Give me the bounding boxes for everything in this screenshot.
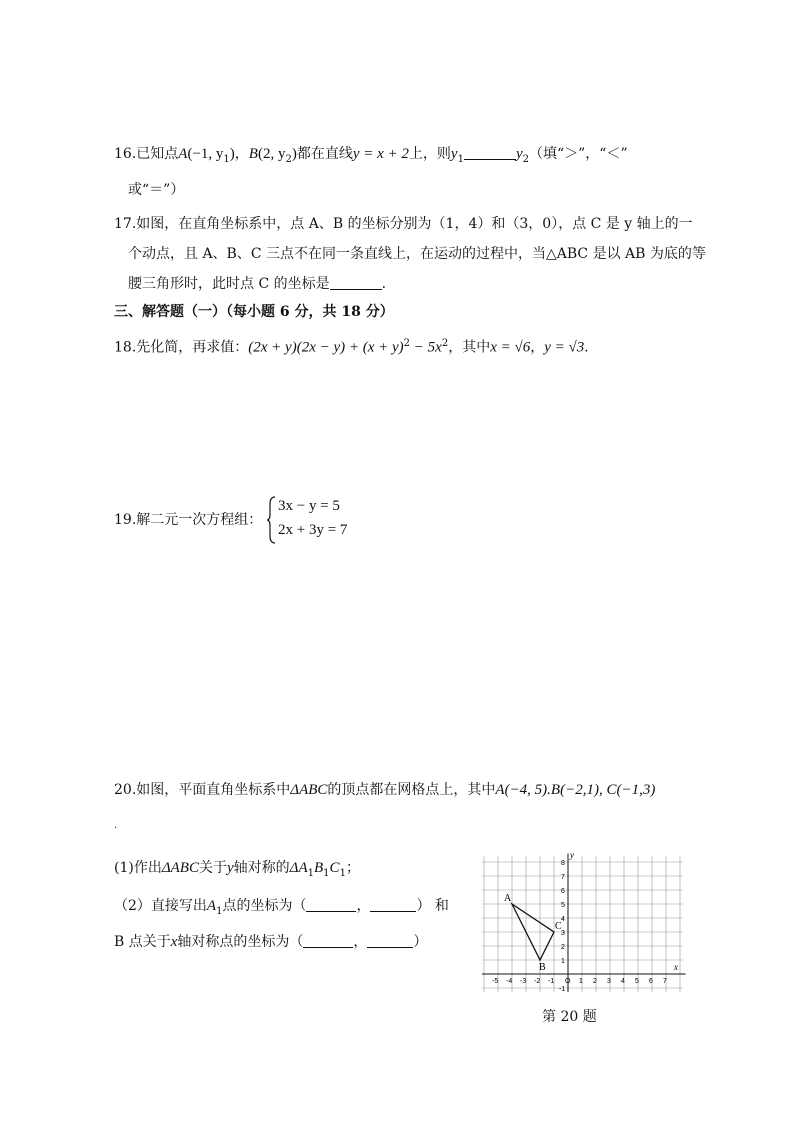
y-tick-label: 8 (561, 860, 565, 867)
label-b: B (539, 962, 546, 973)
y-tick-label: 1 (561, 958, 565, 965)
q18-expression: − 5x (410, 339, 442, 356)
x-tick-label: -2 (534, 978, 541, 985)
q19-text: 19.解二元一次方程组： (114, 512, 263, 528)
q20-text: (1)作出 (114, 860, 162, 876)
equation-2: 2x + 3y = 7 (278, 522, 348, 538)
y-tick-label: 3 (561, 930, 565, 937)
q20-text: （2）直接写出 (114, 898, 207, 914)
x-value: x = √6 (490, 339, 531, 356)
q18-text: ，其中 (448, 339, 491, 356)
x-tick-label: 7 (663, 978, 667, 985)
y-tick-label: 4 (561, 916, 565, 923)
q20-text: 轴对称点的坐标为（ (177, 934, 304, 950)
coordinate-grid-figure (482, 852, 690, 992)
y-value: y = √3 (544, 339, 585, 356)
y-tick-label: -1 (559, 986, 566, 992)
q18-line (114, 334, 598, 358)
y-tick-label: 2 (561, 944, 565, 951)
x-tick-label: -3 (520, 978, 527, 985)
point-b: B (248, 146, 258, 162)
vertex-coords: A(−4, 5).B(−2,1), C(−1,3) (495, 782, 656, 798)
q18-text: 18.先化简，再求值： (114, 339, 249, 356)
sub: 2 (522, 153, 529, 165)
exponent: 2 (441, 338, 449, 349)
equation-1: 3x − y = 5 (278, 498, 340, 514)
sub: 1 (216, 905, 223, 917)
comma: ， (530, 339, 545, 356)
answer-blank[interactable] (306, 897, 356, 912)
x-tick-label: 5 (635, 978, 639, 985)
q20-line1 (114, 780, 655, 800)
triangle-abc: ΔABC (290, 782, 328, 798)
q18-expression: (2x + y)(2x − y) + (x + y) (248, 339, 404, 356)
triangle-abc: ΔABC (161, 860, 199, 876)
point-b-coord: (2, y (257, 146, 286, 162)
x-tick-labels (492, 978, 667, 985)
y1: y (450, 146, 458, 162)
sub: 1 (323, 867, 330, 879)
q17-line1: 17.如图，在直角坐标系中，点 A、B 的坐标分别为（1，4）和（3，0），点 C 是 y 轴上的一 (114, 216, 693, 232)
section-title: 三、解答题（一）（每小题 6 分，共 18 分） (114, 304, 394, 320)
x-tick-label: -4 (506, 978, 513, 985)
point-a: A (178, 146, 188, 162)
x-tick-label: -1 (548, 978, 555, 985)
x-axis-label: x (674, 962, 678, 972)
paren: ) (291, 146, 297, 162)
x-tick-label: 1 (579, 978, 583, 985)
q16-text: 都在直线 (296, 146, 353, 162)
q17-text: . (381, 276, 387, 292)
q20-text: ） 和 (416, 898, 449, 914)
q16-text: 已知点 (136, 146, 179, 162)
answer-blank[interactable] (303, 933, 353, 948)
q20-text: ， (356, 898, 371, 914)
x-tick-label: 4 (621, 978, 625, 985)
sub: 1 (339, 867, 346, 879)
q16-text: 上，则 (408, 146, 451, 162)
grid-lines (482, 856, 683, 992)
triangle-a1b1c1: B (314, 860, 324, 876)
q20-part1 (114, 858, 360, 884)
axis-y: y (226, 860, 234, 876)
q20-text: ） (413, 934, 428, 950)
point-a1: A (206, 898, 217, 914)
figure-caption: 第 20 题 (542, 1009, 597, 1025)
q17-line2: 个动点，且 A、B、C 三点不在同一条直线上，在运动的过程中，当△ABC 是以 AB 为底的等 (128, 246, 706, 262)
q17-text: 腰三角形时，此时点 C 的坐标是 (128, 276, 330, 292)
q20-text: 20.如图，平面直角坐标系中 (114, 782, 291, 798)
q20-text: B 点关于 (114, 934, 171, 950)
comma: ， (234, 146, 249, 162)
x-tick-label: O (565, 978, 571, 985)
axis-x: x (170, 934, 178, 950)
paren: ) (229, 146, 235, 162)
q16-line2: 或“＝”） (128, 182, 185, 198)
q20-text: 点的坐标为（ (222, 898, 307, 914)
q17-line3 (128, 274, 386, 294)
q20-text: ， (353, 934, 368, 950)
line-equation: y = x + 2 (352, 146, 409, 162)
point-a-coord: (−1, y (187, 146, 224, 162)
q16-text: （填“＞”，“＜” (528, 146, 628, 162)
q16-number: 16. (114, 146, 137, 162)
sub: 2 (285, 153, 292, 165)
label-a: A (504, 893, 512, 904)
q20-part3 (114, 932, 427, 952)
sub: 1 (223, 153, 230, 165)
brace-icon (266, 496, 276, 544)
q20-dot: . (114, 820, 118, 831)
sub: 1 (307, 867, 314, 879)
answer-blank[interactable] (464, 145, 516, 160)
x-tick-label: 6 (649, 978, 653, 985)
x-tick-label: 2 (593, 978, 597, 985)
axes (482, 854, 686, 992)
answer-blank[interactable] (370, 897, 416, 912)
q20-text: 的顶点都在网格点上，其中 (327, 782, 496, 798)
sub: 1 (457, 153, 464, 165)
x-tick-label: -5 (492, 978, 499, 985)
y-axis-label: y (570, 852, 574, 860)
triangle-a1b1c1: ΔA (289, 860, 308, 876)
y-tick-label: 7 (561, 874, 565, 881)
x-tick-label: 3 (607, 978, 611, 985)
q20-part2 (114, 896, 449, 922)
q16-line1 (114, 144, 628, 170)
answer-blank[interactable] (330, 275, 382, 290)
exponent: 2 (403, 338, 411, 349)
label-c: C (555, 921, 562, 932)
y-tick-label: 6 (561, 888, 565, 895)
answer-blank[interactable] (367, 933, 413, 948)
y-tick-label: 5 (561, 902, 565, 909)
q20-text: 关于 (198, 860, 227, 876)
y2: y (515, 146, 523, 162)
q18-text: ． (584, 339, 599, 356)
triangle-a1b1c1: C (329, 860, 340, 876)
q20-text: ； (345, 860, 360, 876)
q20-text: 轴对称的 (233, 860, 290, 876)
